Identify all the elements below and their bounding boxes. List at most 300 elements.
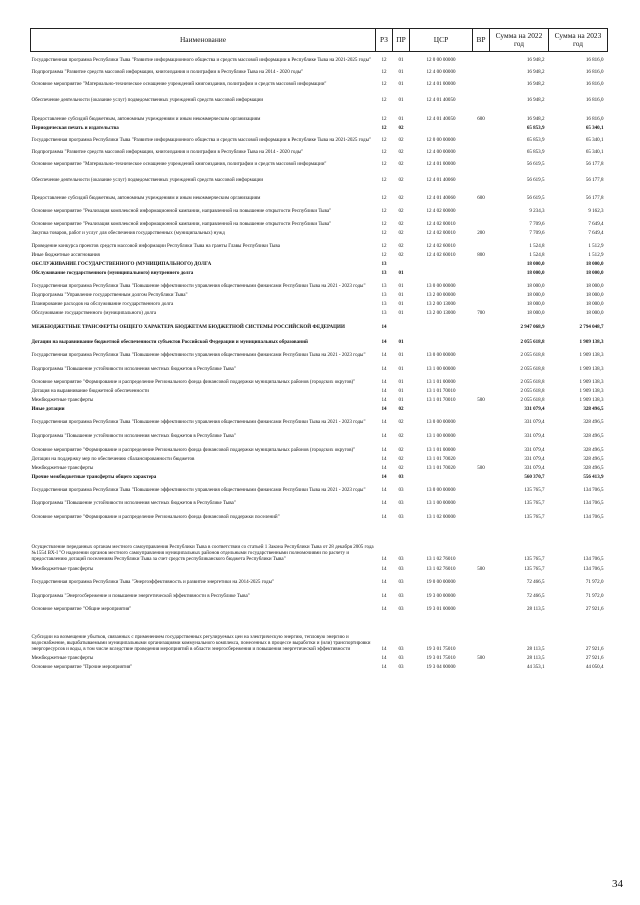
row-csr-cell: 12 4 02 60010 <box>426 243 456 250</box>
row-pr-cell: 01 <box>398 310 404 317</box>
row-csr-cell: 13 2 00 13000 <box>426 310 456 317</box>
row-pr-cell: 03 <box>398 664 404 671</box>
row-sum-2022-cell: 7 709,6 <box>529 221 545 228</box>
row-pr-cell: 01 <box>398 81 404 88</box>
row-sum-2023-cell: 1 909 138,3 <box>579 339 604 346</box>
row-rz-cell: 14 <box>381 419 387 426</box>
row-csr-cell <box>410 317 473 331</box>
row-csr-cell: 12 4 01 40050 <box>426 116 456 123</box>
table-row <box>31 317 608 331</box>
row-name-cell: Дотации на выравнивание бюджетной обеспеченности субъектов Российской Федерации и муниципальных образований <box>31 339 308 346</box>
row-vr-cell: 600 <box>477 195 485 202</box>
row-vr-cell: 500 <box>477 397 485 404</box>
table-row <box>31 440 608 454</box>
row-rz-cell: 12 <box>381 149 387 156</box>
row-rz-cell: 13 <box>381 261 387 268</box>
row-sum-2022-cell: 72 466,5 <box>526 593 545 600</box>
row-vr-cell: 600 <box>477 116 485 123</box>
row-sum-2022-cell: 28 113,5 <box>527 655 545 662</box>
row-sum-2022-cell: 28 113,5 <box>527 606 545 613</box>
row-name-cell: Периодическая печать и издательства <box>31 125 119 132</box>
row-name-cell: Закупка товаров, работ и услуг для обеспечения государственных (муниципальных) нужд <box>31 230 225 237</box>
row-rz-cell: 12 <box>381 161 387 168</box>
row-pr-cell: 03 <box>398 556 404 563</box>
table-row <box>31 600 608 613</box>
row-pr-cell: 03 <box>398 606 404 613</box>
row-sum-2022-cell: 44 353,1 <box>526 664 545 671</box>
row-rz-cell: 14 <box>381 366 387 373</box>
budget-table <box>30 28 608 671</box>
row-pr-cell: 02 <box>398 137 404 144</box>
row-vr-cell <box>473 613 490 653</box>
row-rz-cell: 12 <box>381 230 387 237</box>
table-row <box>31 404 608 413</box>
row-sum-2022-cell: 331 079,4 <box>524 433 545 440</box>
table-row <box>31 481 608 494</box>
row-rz-cell: 12 <box>381 97 387 104</box>
row-sum-2023-cell: 71 972,0 <box>585 579 604 586</box>
row-sum-2023-cell: 16 816,0 <box>585 97 604 104</box>
row-name-cell: Подпрограмма "Управление государственным долгом Республики Тыва" <box>31 292 188 299</box>
row-sum-2023-cell: 44 050,4 <box>585 664 604 671</box>
row-vr-cell: 500 <box>477 566 485 573</box>
row-sum-2023-cell: 16 816,0 <box>585 69 604 76</box>
row-name-cell: Обслуживание государственного (муниципального) внутреннего долга <box>31 270 194 277</box>
row-sum-2022-cell: 135 765,7 <box>524 566 545 573</box>
row-rz-cell: 12 <box>381 208 387 215</box>
row-sum-2023-cell: 7 649,4 <box>588 230 604 237</box>
row-rz-cell: 13 <box>381 310 387 317</box>
row-name-cell: Межбюджетные трансферты <box>31 655 94 662</box>
row-sum-2022-cell: 18 000,0 <box>526 292 545 299</box>
row-rz-cell: 14 <box>381 514 387 521</box>
row-csr-cell: 19 0 00 00000 <box>426 579 456 586</box>
row-name-cell: ОБСЛУЖИВАНИЕ ГОСУДАРСТВЕННОГО (МУНИЦИПАЛЬНОГО) ДОЛГА <box>31 261 212 268</box>
row-vr-cell <box>473 600 490 613</box>
row-vr-cell <box>473 132 490 144</box>
row-pr-cell <box>393 259 410 268</box>
row-sum-2022-cell: 56 619,5 <box>526 195 545 202</box>
row-vr-cell <box>473 440 490 454</box>
row-sum-2023-cell: 18 000,0 <box>585 292 604 299</box>
row-pr-cell: 02 <box>398 252 404 259</box>
row-name-cell: Государственная программа Республики Тыва "Энергоэффективность и развитие энергетики на 2014-2025 годы" <box>31 579 275 586</box>
row-csr-cell: 12 4 00 00000 <box>426 69 456 76</box>
row-pr-cell: 03 <box>398 487 404 494</box>
row-pr-cell: 02 <box>398 419 404 426</box>
row-csr-cell <box>410 331 473 346</box>
row-name-cell: Государственная программа Республики Тыва "Повышение эффективности управления общественными финансами Республики Тыва на 2021 - 2023 годы" <box>31 283 366 290</box>
row-vr-cell <box>473 317 490 331</box>
row-sum-2022-cell: 16 948,2 <box>526 69 545 76</box>
row-sum-2022-cell: 2 055 618,8 <box>520 366 545 373</box>
row-rz-cell: 14 <box>381 352 387 359</box>
table-row <box>31 228 608 237</box>
row-csr-cell: 12 4 01 00000 <box>426 161 456 168</box>
row-csr-cell: 13 1 01 00000 <box>426 447 456 454</box>
table-row <box>31 64 608 76</box>
row-rz-cell: 14 <box>381 556 387 563</box>
row-pr-cell: 03 <box>398 514 404 521</box>
row-name-cell: Основное мероприятие "Формирование и распределение Регионального фонда финансовой поддержки муниципальных районов (городских округов)" <box>31 379 356 386</box>
row-pr-cell: 02 <box>398 195 404 202</box>
row-sum-2022-cell: 18 000,0 <box>526 270 545 277</box>
row-csr-cell: 12 0 00 00000 <box>426 57 456 64</box>
table-row <box>31 386 608 395</box>
row-csr-cell: 12 4 01 40050 <box>426 97 456 104</box>
row-rz-cell: 14 <box>381 487 387 494</box>
row-csr-cell <box>410 268 473 277</box>
row-csr-cell: 12 0 00 00000 <box>426 137 456 144</box>
row-vr-cell <box>473 259 490 268</box>
table-row <box>31 521 608 563</box>
row-pr-cell: 01 <box>398 366 404 373</box>
table-row <box>31 346 608 359</box>
row-pr-cell: 02 <box>398 149 404 156</box>
table-row <box>31 586 608 600</box>
row-csr-cell: 13 1 02 00000 <box>426 514 456 521</box>
table-row <box>31 653 608 662</box>
row-pr-cell: 01 <box>398 379 404 386</box>
row-pr-cell: 02 <box>398 125 404 132</box>
row-csr-cell <box>410 404 473 413</box>
row-sum-2023-cell: 16 816,0 <box>585 57 604 64</box>
row-rz-cell: 14 <box>381 397 387 404</box>
table-row <box>31 168 608 184</box>
row-name-cell: Основное мероприятие "Формирование и распределение Регионального фонда финансовой поддержки муниципальных районов (городских округов)" <box>31 447 356 454</box>
row-vr-cell <box>473 277 490 290</box>
row-rz-cell: 12 <box>381 221 387 228</box>
row-name-cell: Подпрограмма "Повышение устойчивости исполнения местных бюджетов в Республике Тыва" <box>31 500 236 507</box>
row-csr-cell: 12 4 02 60010 <box>426 252 456 259</box>
row-csr-cell: 19 3 01 75010 <box>426 655 456 662</box>
col-header-csr: ЦСР <box>410 29 473 52</box>
row-sum-2023-cell: 134 706,5 <box>583 500 604 507</box>
row-pr-cell: 03 <box>398 593 404 600</box>
table-row <box>31 132 608 144</box>
row-vr-cell <box>473 156 490 168</box>
row-pr-cell: 02 <box>398 456 404 463</box>
row-sum-2023-cell: 65 340,1 <box>585 137 604 144</box>
row-vr-cell: 700 <box>477 310 485 317</box>
row-sum-2023-cell: 9 162,3 <box>588 208 604 215</box>
budget-table-sheet <box>30 28 607 671</box>
row-sum-2023-cell: 7 649,4 <box>588 221 604 228</box>
row-name-cell: Подпрограмма "Энергосбережение и повышение энергетической эффективности в Республике Тыва" <box>31 593 250 600</box>
row-rz-cell: 14 <box>381 447 387 454</box>
row-name-cell: Предоставление субсидий бюджетным, автономным учреждениям и иным некоммерческим организациям <box>31 116 261 123</box>
table-row <box>31 277 608 290</box>
row-vr-cell <box>473 481 490 494</box>
row-csr-cell: 13 2 00 00000 <box>426 292 456 299</box>
col-header-rz: РЗ <box>376 29 393 52</box>
row-sum-2023-cell: 328 496,5 <box>583 433 604 440</box>
row-name-cell: Основное мероприятие "Прочие мероприятия" <box>31 664 133 671</box>
row-rz-cell: 14 <box>381 500 387 507</box>
row-name-cell: Основное мероприятие "Формирование и распределение Регионального фонда финансовой поддержки поселений" <box>31 514 280 521</box>
row-vr-cell <box>473 144 490 156</box>
row-sum-2022-cell: 2 055 618,8 <box>520 388 545 395</box>
row-name-cell: Субсидии на возмещение убытков, связанных с применением государственных регулируемых цен на электрическую энергию, тепловую энергию и водоснабжение, вырабатываемыми муниципальными организациями коммунального комплекса, понесенных в процессе выработки и (или) транспортировки энергоресурсов и воды, в том числе вследствие проведения мероприятий в области энергосбережения и повышения энергетической эффективности <box>31 634 371 653</box>
row-vr-cell <box>473 202 490 215</box>
row-csr-cell: 13 0 00 00000 <box>426 283 456 290</box>
row-rz-cell: 14 <box>381 579 387 586</box>
table-row <box>31 573 608 586</box>
row-csr-cell: 12 4 02 00010 <box>426 230 456 237</box>
row-sum-2023-cell: 56 177,8 <box>585 177 604 184</box>
row-sum-2023-cell: 328 496,5 <box>583 419 604 426</box>
row-rz-cell: 12 <box>381 137 387 144</box>
row-rz-cell: 12 <box>381 81 387 88</box>
row-sum-2023-cell: 134 706,5 <box>583 487 604 494</box>
row-vr-cell <box>473 168 490 184</box>
row-vr-cell: 500 <box>477 655 485 662</box>
row-vr-cell <box>473 454 490 463</box>
row-sum-2022-cell: 1 524,8 <box>529 243 545 250</box>
row-vr-cell <box>473 426 490 440</box>
row-pr-cell: 02 <box>398 433 404 440</box>
col-header-pr: ПР <box>393 29 410 52</box>
col-header-sum-2023: Сумма на 2023 год <box>549 29 608 52</box>
row-name-cell: Подпрограмма "Развитие средств массовой информации, книгоиздания и полиграфии в Республике Тыва на 2014 - 2020 годы" <box>31 69 304 76</box>
row-vr-cell: 500 <box>477 465 485 472</box>
row-csr-cell: 13 2 00 13000 <box>426 301 456 308</box>
row-vr-cell: 800 <box>477 252 485 259</box>
row-sum-2022-cell: 2 055 618,8 <box>520 339 545 346</box>
table-row <box>31 662 608 671</box>
row-rz-cell: 14 <box>381 324 387 331</box>
row-vr-cell <box>473 290 490 299</box>
table-header-row <box>31 29 608 52</box>
row-vr-cell <box>473 88 490 104</box>
row-sum-2022-cell: 331 079,4 <box>524 406 545 413</box>
row-vr-cell <box>473 346 490 359</box>
row-pr-cell: 02 <box>398 465 404 472</box>
table-row <box>31 268 608 277</box>
row-name-cell: Основное мероприятие "Материально-техническое оснащение учреждений книгоиздания, полиграфии и средств массовой информации" <box>31 161 327 168</box>
row-sum-2023-cell: 134 706,5 <box>583 566 604 573</box>
row-csr-cell: 13 1 00 00000 <box>426 366 456 373</box>
row-sum-2023-cell: 328 496,5 <box>583 465 604 472</box>
row-vr-cell <box>473 123 490 132</box>
row-sum-2023-cell: 2 794 048,7 <box>579 324 604 331</box>
row-rz-cell: 14 <box>381 664 387 671</box>
row-rz-cell: 13 <box>381 301 387 308</box>
row-rz-cell: 14 <box>381 646 387 653</box>
row-rz-cell: 13 <box>381 292 387 299</box>
row-pr-cell: 02 <box>398 243 404 250</box>
row-sum-2023-cell: 328 496,5 <box>583 447 604 454</box>
row-sum-2023-cell: 56 177,8 <box>585 195 604 202</box>
row-pr-cell: 01 <box>398 292 404 299</box>
row-sum-2022-cell: 65 853,9 <box>526 137 545 144</box>
row-sum-2022-cell: 16 948,2 <box>526 97 545 104</box>
row-sum-2022-cell: 18 000,0 <box>526 261 545 268</box>
row-sum-2023-cell: 1 909 138,3 <box>579 397 604 404</box>
row-rz-cell: 12 <box>381 116 387 123</box>
row-name-cell: Межбюджетные трансферты <box>31 566 94 573</box>
row-pr-cell: 02 <box>398 161 404 168</box>
row-sum-2022-cell: 16 948,2 <box>526 81 545 88</box>
table-row <box>31 215 608 228</box>
table-row <box>31 413 608 426</box>
row-csr-cell: 13 0 00 00000 <box>426 352 456 359</box>
row-rz-cell: 14 <box>381 465 387 472</box>
row-csr-cell: 13 1 01 70020 <box>426 465 456 472</box>
table-row <box>31 613 608 653</box>
row-vr-cell <box>473 237 490 250</box>
row-name-cell: МЕЖБЮДЖЕТНЫЕ ТРАНСФЕРТЫ ОБЩЕГО ХАРАКТЕРА БЮДЖЕТАМ БЮДЖЕТНОЙ СИСТЕМЫ РОССИЙСКОЙ ФЕДЕРАЦИИ <box>31 324 345 331</box>
row-name-cell: Иные бюджетные ассигнования <box>31 252 100 259</box>
row-name-cell: Проведение конкурса проектов средств массовой информации Республики Тыва на гранты Главы Республики Тыва <box>31 243 280 250</box>
row-name-cell: Предоставление субсидий бюджетным, автономным учреждениям и иным некоммерческим организациям <box>31 195 261 202</box>
table-row <box>31 259 608 268</box>
row-name-cell: Подпрограмма "Развитие средств массовой информации, книгоиздания и полиграфии в Республике Тыва на 2014 - 2020 годы" <box>31 149 304 156</box>
row-csr-cell: 12 4 01 00000 <box>426 81 456 88</box>
table-row <box>31 472 608 481</box>
row-csr-cell: 19 3 01 00000 <box>426 606 456 613</box>
row-vr-cell <box>473 76 490 88</box>
row-sum-2022-cell: 65 853,9 <box>526 149 545 156</box>
row-name-cell: Обслуживание государственного (муниципального) долга <box>31 310 157 317</box>
table-body <box>31 52 608 671</box>
row-rz-cell: 12 <box>381 252 387 259</box>
row-pr-cell: 01 <box>398 57 404 64</box>
row-csr-cell: 13 1 02 76010 <box>426 556 456 563</box>
row-sum-2023-cell: 65 340,1 <box>585 125 604 132</box>
table-row <box>31 299 608 308</box>
table-row <box>31 52 608 64</box>
row-vr-cell <box>473 64 490 76</box>
row-name-cell: Основное мероприятие "Реализация комплексной информационной кампании, направленной на повышение открытости Республики Тыва" <box>31 221 332 228</box>
table-row <box>31 308 608 317</box>
row-sum-2022-cell: 18 000,0 <box>526 310 545 317</box>
table-row <box>31 290 608 299</box>
row-sum-2022-cell: 56 619,5 <box>526 161 545 168</box>
row-csr-cell <box>410 259 473 268</box>
table-row <box>31 76 608 88</box>
table-row <box>31 359 608 373</box>
row-rz-cell: 12 <box>381 177 387 184</box>
row-vr-cell <box>473 268 490 277</box>
row-pr-cell: 01 <box>398 388 404 395</box>
row-pr-cell: 01 <box>398 301 404 308</box>
row-sum-2023-cell: 556 413,9 <box>583 474 604 481</box>
table-row <box>31 156 608 168</box>
row-vr-cell <box>473 662 490 671</box>
table-row <box>31 426 608 440</box>
row-name-cell: Иные дотации <box>31 406 65 413</box>
row-sum-2022-cell: 331 079,4 <box>524 465 545 472</box>
row-rz-cell: 14 <box>381 379 387 386</box>
row-name-cell: Государственная программа Республики Тыва "Повышение эффективности управления общественными финансами Республики Тыва на 2021 - 2023 годы" <box>31 419 366 426</box>
row-rz-cell: 14 <box>381 606 387 613</box>
row-sum-2023-cell: 65 340,1 <box>585 149 604 156</box>
row-pr-cell <box>393 317 410 331</box>
row-name-cell: Основное мероприятие "Материально-техническое оснащение учреждений книгоиздания, полиграфии и средств массовой информации" <box>31 81 327 88</box>
row-sum-2023-cell: 1 909 138,3 <box>579 366 604 373</box>
row-sum-2022-cell: 16 948,2 <box>526 116 545 123</box>
table-row <box>31 454 608 463</box>
row-pr-cell: 01 <box>398 69 404 76</box>
row-rz-cell: 13 <box>381 283 387 290</box>
row-sum-2022-cell: 331 079,4 <box>524 419 545 426</box>
row-vr-cell <box>473 299 490 308</box>
row-vr-cell <box>473 404 490 413</box>
row-sum-2023-cell: 16 816,0 <box>585 81 604 88</box>
row-sum-2023-cell: 134 706,5 <box>583 514 604 521</box>
row-vr-cell <box>473 472 490 481</box>
row-sum-2022-cell: 56 619,5 <box>526 177 545 184</box>
row-vr-cell <box>473 386 490 395</box>
row-vr-cell <box>473 413 490 426</box>
row-sum-2023-cell: 328 496,5 <box>583 406 604 413</box>
table-row <box>31 250 608 259</box>
row-rz-cell: 14 <box>381 433 387 440</box>
row-sum-2022-cell: 135 765,7 <box>524 487 545 494</box>
row-sum-2022-cell: 331 079,4 <box>524 456 545 463</box>
row-name-cell: Дотация на выравнивание бюджетной обеспеченности <box>31 388 149 395</box>
row-pr-cell: 02 <box>398 447 404 454</box>
row-sum-2023-cell: 27 921,6 <box>585 646 604 653</box>
row-sum-2022-cell: 135 765,7 <box>524 500 545 507</box>
row-vr-cell: 200 <box>477 230 485 237</box>
row-rz-cell: 14 <box>381 474 387 481</box>
row-csr-cell: 12 4 02 00000 <box>426 208 456 215</box>
row-sum-2022-cell: 72 466,5 <box>526 579 545 586</box>
row-pr-cell: 01 <box>398 397 404 404</box>
row-pr-cell: 02 <box>398 221 404 228</box>
row-rz-cell: 12 <box>381 243 387 250</box>
row-pr-cell: 01 <box>398 270 404 277</box>
row-csr-cell <box>410 472 473 481</box>
row-csr-cell: 12 4 00 00000 <box>426 149 456 156</box>
row-name-cell: Осуществление переданных органам местного самоуправления Республики Тыва в соответствии со статьей 1 Закона Республики Тыва от 28 декабря 2005 года №1554 ВХ-I "О наделении органов местного самоуправления муниципальных районов отдельными государственными полномочиями по расчету и предоставлению дотаций поселениям Республики Тыва за счет средств республиканского бюджета Республики Тыва" <box>31 544 374 563</box>
row-sum-2022-cell: 1 524,8 <box>529 252 545 259</box>
row-name-cell: Межбюджетные трансферты <box>31 397 94 404</box>
row-sum-2022-cell: 16 948,2 <box>526 57 545 64</box>
row-sum-2023-cell: 18 000,0 <box>585 301 604 308</box>
row-csr-cell: 12 4 01 40060 <box>426 195 456 202</box>
row-pr-cell: 02 <box>398 406 404 413</box>
row-vr-cell <box>473 373 490 386</box>
row-sum-2023-cell: 18 000,0 <box>585 261 604 268</box>
row-sum-2023-cell: 16 816,0 <box>585 116 604 123</box>
row-sum-2023-cell: 71 972,0 <box>585 593 604 600</box>
row-csr-cell: 12 4 01 40060 <box>426 177 456 184</box>
table-row <box>31 331 608 346</box>
row-csr-cell: 19 3 01 75010 <box>426 646 456 653</box>
row-name-cell: Основное мероприятие "Общие мероприятия" <box>31 606 132 613</box>
row-csr-cell: 19 3 04 00000 <box>426 664 456 671</box>
row-rz-cell: 14 <box>381 406 387 413</box>
table-row <box>31 463 608 472</box>
row-sum-2023-cell: 1 909 138,3 <box>579 379 604 386</box>
row-sum-2023-cell: 18 000,0 <box>585 283 604 290</box>
row-pr-cell: 03 <box>398 474 404 481</box>
row-vr-cell <box>473 521 490 563</box>
row-name-cell: Обеспечение деятельности (оказание услуг) подведомственных учреждений средств массовой информации <box>31 177 264 184</box>
row-name-cell: Подпрограмма "Повышение устойчивости исполнения местных бюджетов в Республике Тыва" <box>31 433 236 440</box>
row-vr-cell <box>473 586 490 600</box>
row-vr-cell <box>473 52 490 64</box>
row-csr-cell: 13 0 00 00000 <box>426 487 456 494</box>
page-number: 34 <box>612 878 623 890</box>
row-sum-2023-cell: 56 177,8 <box>585 161 604 168</box>
row-pr-cell: 01 <box>398 339 404 346</box>
row-rz-cell: 12 <box>381 57 387 64</box>
row-sum-2022-cell: 2 055 618,8 <box>520 352 545 359</box>
